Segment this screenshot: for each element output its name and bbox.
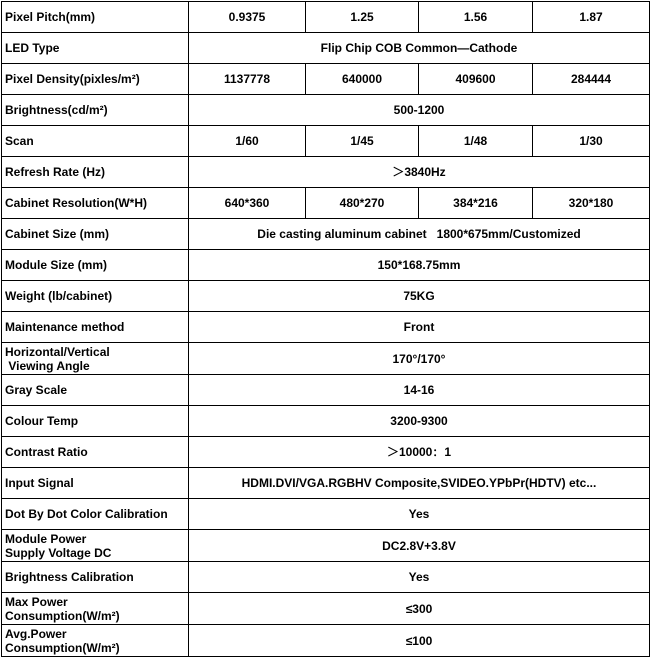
row-label: Dot By Dot Color Calibration [2, 499, 189, 530]
table-row-module-power [2, 530, 650, 562]
table-row-refresh-rate [2, 157, 650, 188]
row-label: Brightness(cd/m²) [2, 95, 189, 126]
cell-value: 0.9375 [189, 2, 306, 33]
row-label-line: Horizontal/Vertical [5, 344, 110, 359]
cell-value: ≤300 [189, 593, 650, 625]
row-label [2, 530, 189, 562]
cell-value: 14-16 [189, 375, 650, 406]
row-label: Scan [2, 126, 189, 157]
cell-value: ＞10000：1 [189, 437, 650, 468]
row-label-line: Viewing Angle [5, 358, 90, 373]
cell-value: ＞3840Hz [189, 157, 650, 188]
table-row-viewing-angle [2, 343, 650, 375]
cell-value: 640*360 [189, 188, 306, 219]
cell-value: 150*168.75mm [189, 250, 650, 281]
cell-value: HDMI.DVI/VGA.RGBHV Composite,SVIDEO.YPbPr(HDTV) etc... [189, 468, 650, 499]
row-label: Cabinet Resolution(W*H) [2, 188, 189, 219]
table-row-cabinet-resolution [2, 188, 650, 219]
cell-value: 170°/170° [189, 343, 650, 375]
row-label: Contrast Ratio [2, 437, 189, 468]
table-row-led-type [2, 33, 650, 64]
cell-value: 1/48 [419, 126, 533, 157]
table-row-dot-calibration [2, 499, 650, 530]
cell-value: DC2.8V+3.8V [189, 530, 650, 562]
cell-value: 284444 [533, 64, 650, 95]
row-label: Input Signal [2, 468, 189, 499]
table-row-brightness-calibration [2, 562, 650, 593]
row-label: Gray Scale [2, 375, 189, 406]
row-label: Maintenance method [2, 312, 189, 343]
row-label: Refresh Rate (Hz) [2, 157, 189, 188]
row-label: Cabinet Size (mm) [2, 219, 189, 250]
table-row-contrast-ratio [2, 437, 650, 468]
row-label: Pixel Density(pixles/m²) [2, 64, 189, 95]
table-row-module-size [2, 250, 650, 281]
table-row-input-signal [2, 468, 650, 499]
cell-value: 1.87 [533, 2, 650, 33]
cell-value: Yes [189, 562, 650, 593]
row-label: Brightness Calibration [2, 562, 189, 593]
cell-value: 1.25 [306, 2, 419, 33]
cell-value: 3200-9300 [189, 406, 650, 437]
cell-value: 1.56 [419, 2, 533, 33]
cell-value: Front [189, 312, 650, 343]
table-row-pixel-density [2, 64, 650, 95]
cell-value: 409600 [419, 64, 533, 95]
cell-value: 480*270 [306, 188, 419, 219]
table-row-gray-scale [2, 375, 650, 406]
row-label-line: Supply Voltage DC [5, 545, 112, 560]
row-label [2, 593, 189, 625]
table-row-weight [2, 281, 650, 312]
row-label-line: Consumption(W/m²) [5, 608, 120, 623]
table-row-cabinet-size [2, 219, 650, 250]
row-label: Pixel Pitch(mm) [2, 2, 189, 33]
table-row-pixel-pitch [2, 2, 650, 33]
cell-value: 384*216 [419, 188, 533, 219]
cell-value: Die casting aluminum cabinet 1800*675mm/Customized [189, 219, 650, 250]
cell-value: 1137778 [189, 64, 306, 95]
row-label: Weight (lb/cabinet) [2, 281, 189, 312]
row-label [2, 343, 189, 375]
row-label-line: Consumption(W/m²) [5, 640, 120, 655]
table-row-colour-temp [2, 406, 650, 437]
row-label [2, 625, 189, 657]
table-row-max-power [2, 593, 650, 625]
specification-table [1, 1, 650, 657]
row-label-line: Module Power [5, 531, 87, 546]
cell-value: 500-1200 [189, 95, 650, 126]
row-label: LED Type [2, 33, 189, 64]
cell-value: 75KG [189, 281, 650, 312]
table-row-brightness [2, 95, 650, 126]
row-label-line: Max Power [5, 594, 68, 609]
table-row-scan [2, 126, 650, 157]
cell-value: 640000 [306, 64, 419, 95]
cell-value: 1/45 [306, 126, 419, 157]
table-row-avg-power [2, 625, 650, 657]
cell-value: 1/30 [533, 126, 650, 157]
cell-value: ≤100 [189, 625, 650, 657]
cell-value: 320*180 [533, 188, 650, 219]
cell-value: 1/60 [189, 126, 306, 157]
row-label-line: Avg.Power [5, 626, 67, 641]
cell-value: Flip Chip COB Common—Cathode [189, 33, 650, 64]
cell-value: Yes [189, 499, 650, 530]
row-label: Module Size (mm) [2, 250, 189, 281]
table-row-maintenance [2, 312, 650, 343]
row-label: Colour Temp [2, 406, 189, 437]
